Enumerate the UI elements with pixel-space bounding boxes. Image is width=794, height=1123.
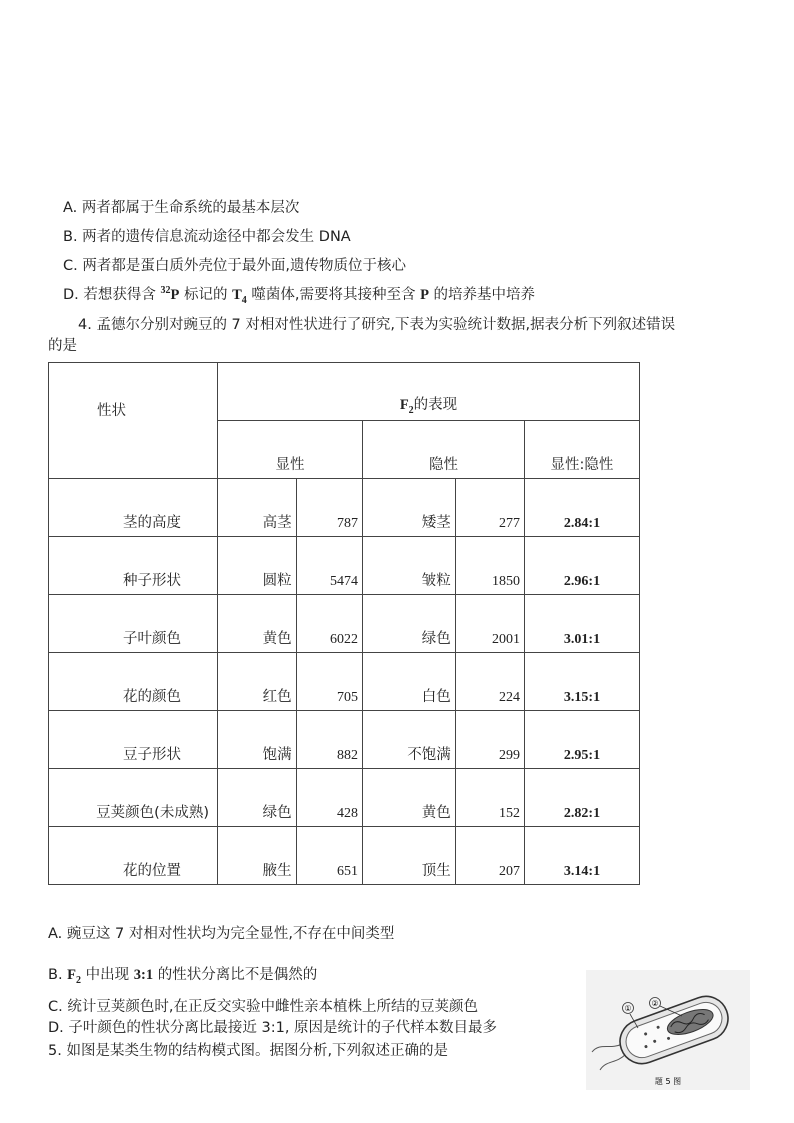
ratio-cell: 2.82:1 bbox=[525, 769, 640, 827]
q4-b-f: F bbox=[67, 967, 77, 983]
q3-d-post2: 的培养基中培养 bbox=[428, 287, 536, 303]
dominant-cell: 绿色 bbox=[218, 769, 297, 827]
table-row bbox=[49, 479, 640, 537]
header-recessive: 隐性 bbox=[363, 421, 525, 479]
q4-b-mid: 中出现 bbox=[81, 967, 134, 983]
q3-option-b: B. 两者的遗传信息流动途径中都会发生 DNA bbox=[63, 229, 351, 245]
header-f2-cell bbox=[218, 363, 640, 421]
dominant-cell: 高茎 bbox=[218, 479, 297, 537]
header-dominant: 显性 bbox=[218, 421, 363, 479]
recessive-cell: 顶生 bbox=[363, 827, 456, 885]
ratio-cell: 2.84:1 bbox=[525, 479, 640, 537]
dominant-count: 882 bbox=[296, 711, 362, 769]
recessive-cell: 绿色 bbox=[363, 595, 456, 653]
dominant-cell: 黄色 bbox=[218, 595, 297, 653]
table-header-row-1 bbox=[49, 363, 640, 421]
trait-cell: 茎的高度 bbox=[49, 479, 218, 537]
ratio-cell: 3.15:1 bbox=[525, 653, 640, 711]
data-table bbox=[48, 362, 640, 885]
recessive-cell: 皱粒 bbox=[363, 537, 456, 595]
recessive-cell: 黄色 bbox=[363, 769, 456, 827]
header-trait-cell bbox=[49, 363, 218, 479]
q4-b-post: 的性状分离比不是偶然的 bbox=[153, 967, 318, 983]
q5-stem: 5. 如图是某类生物的结构模式图。据图分析,下列叙述正确的是 bbox=[48, 1043, 449, 1059]
dominant-cell: 饱满 bbox=[218, 711, 297, 769]
q3-option-d bbox=[63, 283, 535, 306]
recessive-cell: 矮茎 bbox=[363, 479, 456, 537]
dominant-count: 5474 bbox=[296, 537, 362, 595]
bacterium-figure bbox=[586, 970, 750, 1090]
ratio-cell: 3.14:1 bbox=[525, 827, 640, 885]
q4-b-pre: B. bbox=[48, 967, 68, 983]
table-row bbox=[49, 769, 640, 827]
dominant-count: 705 bbox=[296, 653, 362, 711]
q3-d-t: T bbox=[232, 287, 242, 303]
q4-stem bbox=[48, 313, 748, 355]
table-row bbox=[49, 595, 640, 653]
header-trait: 性状 bbox=[97, 403, 126, 419]
dominant-cell: 圆粒 bbox=[218, 537, 297, 595]
q3-d-p: P bbox=[170, 287, 180, 303]
recessive-count: 277 bbox=[455, 479, 524, 537]
trait-cell: 花的颜色 bbox=[49, 653, 218, 711]
q4-option-c: C. 统计豆荚颜色时,在正反交实验中雌性亲本植株上所结的豆荚颜色 bbox=[48, 999, 478, 1015]
trait-cell: 花的位置 bbox=[49, 827, 218, 885]
table-row bbox=[49, 827, 640, 885]
dominant-count: 787 bbox=[296, 479, 362, 537]
q3-d-pre: D. 若想获得含 bbox=[63, 287, 161, 303]
dominant-cell: 腋生 bbox=[218, 827, 297, 885]
recessive-count: 1850 bbox=[455, 537, 524, 595]
bacterium-diagram-image bbox=[586, 970, 750, 1090]
header-f2-f: F bbox=[399, 397, 409, 414]
recessive-count: 152 bbox=[455, 769, 524, 827]
q4-b-ratio: 3:1 bbox=[133, 967, 154, 983]
dominant-count: 6022 bbox=[296, 595, 362, 653]
header-ratio: 显性:隐性 bbox=[525, 421, 640, 479]
recessive-count: 299 bbox=[455, 711, 524, 769]
q4-b-sub: 2 bbox=[76, 974, 82, 986]
q4-line2: 的是 bbox=[48, 338, 77, 354]
q4-option-a: A. 豌豆这 7 对相对性状均为完全显性,不存在中间类型 bbox=[48, 926, 395, 942]
trait-cell: 豆荚颜色(未成熟) bbox=[49, 769, 218, 827]
q3-d-p2: P bbox=[420, 287, 429, 303]
trait-cell: 豆子形状 bbox=[49, 711, 218, 769]
trait-cell: 种子形状 bbox=[49, 537, 218, 595]
q3-d-sup: 32 bbox=[160, 285, 171, 297]
table-row bbox=[49, 653, 640, 711]
trait-cell: 子叶颜色 bbox=[49, 595, 218, 653]
ratio-cell: 3.01:1 bbox=[525, 595, 640, 653]
q3-option-a: A. 两者都属于生命系统的最基本层次 bbox=[63, 200, 300, 216]
dominant-count: 428 bbox=[296, 769, 362, 827]
q3-d-mid: 标记的 bbox=[179, 287, 233, 303]
table-row bbox=[49, 537, 640, 595]
figure-label-1: ① bbox=[624, 1004, 632, 1013]
q3-option-c: C. 两者都是蛋白质外壳位于最外面,遗传物质位于核心 bbox=[63, 258, 406, 274]
dominant-cell: 红色 bbox=[218, 653, 297, 711]
ratio-cell: 2.96:1 bbox=[525, 537, 640, 595]
figure-label-2: ② bbox=[651, 999, 659, 1008]
table-row bbox=[49, 711, 640, 769]
q4-line1: 4. 孟德尔分别对豌豆的 7 对相对性状进行了研究,下表为实验统计数据,据表分析下列叙述错误 bbox=[78, 317, 676, 333]
figure-caption: 题 5 图 bbox=[654, 1077, 682, 1086]
recessive-count: 207 bbox=[455, 827, 524, 885]
recessive-count: 224 bbox=[455, 653, 524, 711]
recessive-cell: 白色 bbox=[363, 653, 456, 711]
header-f2-sub: 2 bbox=[408, 405, 414, 416]
q3-d-t-sub: 4 bbox=[241, 294, 247, 306]
dominant-count: 651 bbox=[296, 827, 362, 885]
q3-d-post1: 噬菌体,需要将其接种至含 bbox=[246, 287, 421, 303]
q4-option-b bbox=[48, 963, 317, 986]
header-f2-post: 的表现 bbox=[413, 397, 458, 414]
q4-option-d: D. 子叶颜色的性状分离比最接近 3:1, 原因是统计的子代样本数目最多 bbox=[48, 1020, 498, 1036]
recessive-cell: 不饱满 bbox=[363, 711, 456, 769]
ratio-cell: 2.95:1 bbox=[525, 711, 640, 769]
recessive-count: 2001 bbox=[455, 595, 524, 653]
